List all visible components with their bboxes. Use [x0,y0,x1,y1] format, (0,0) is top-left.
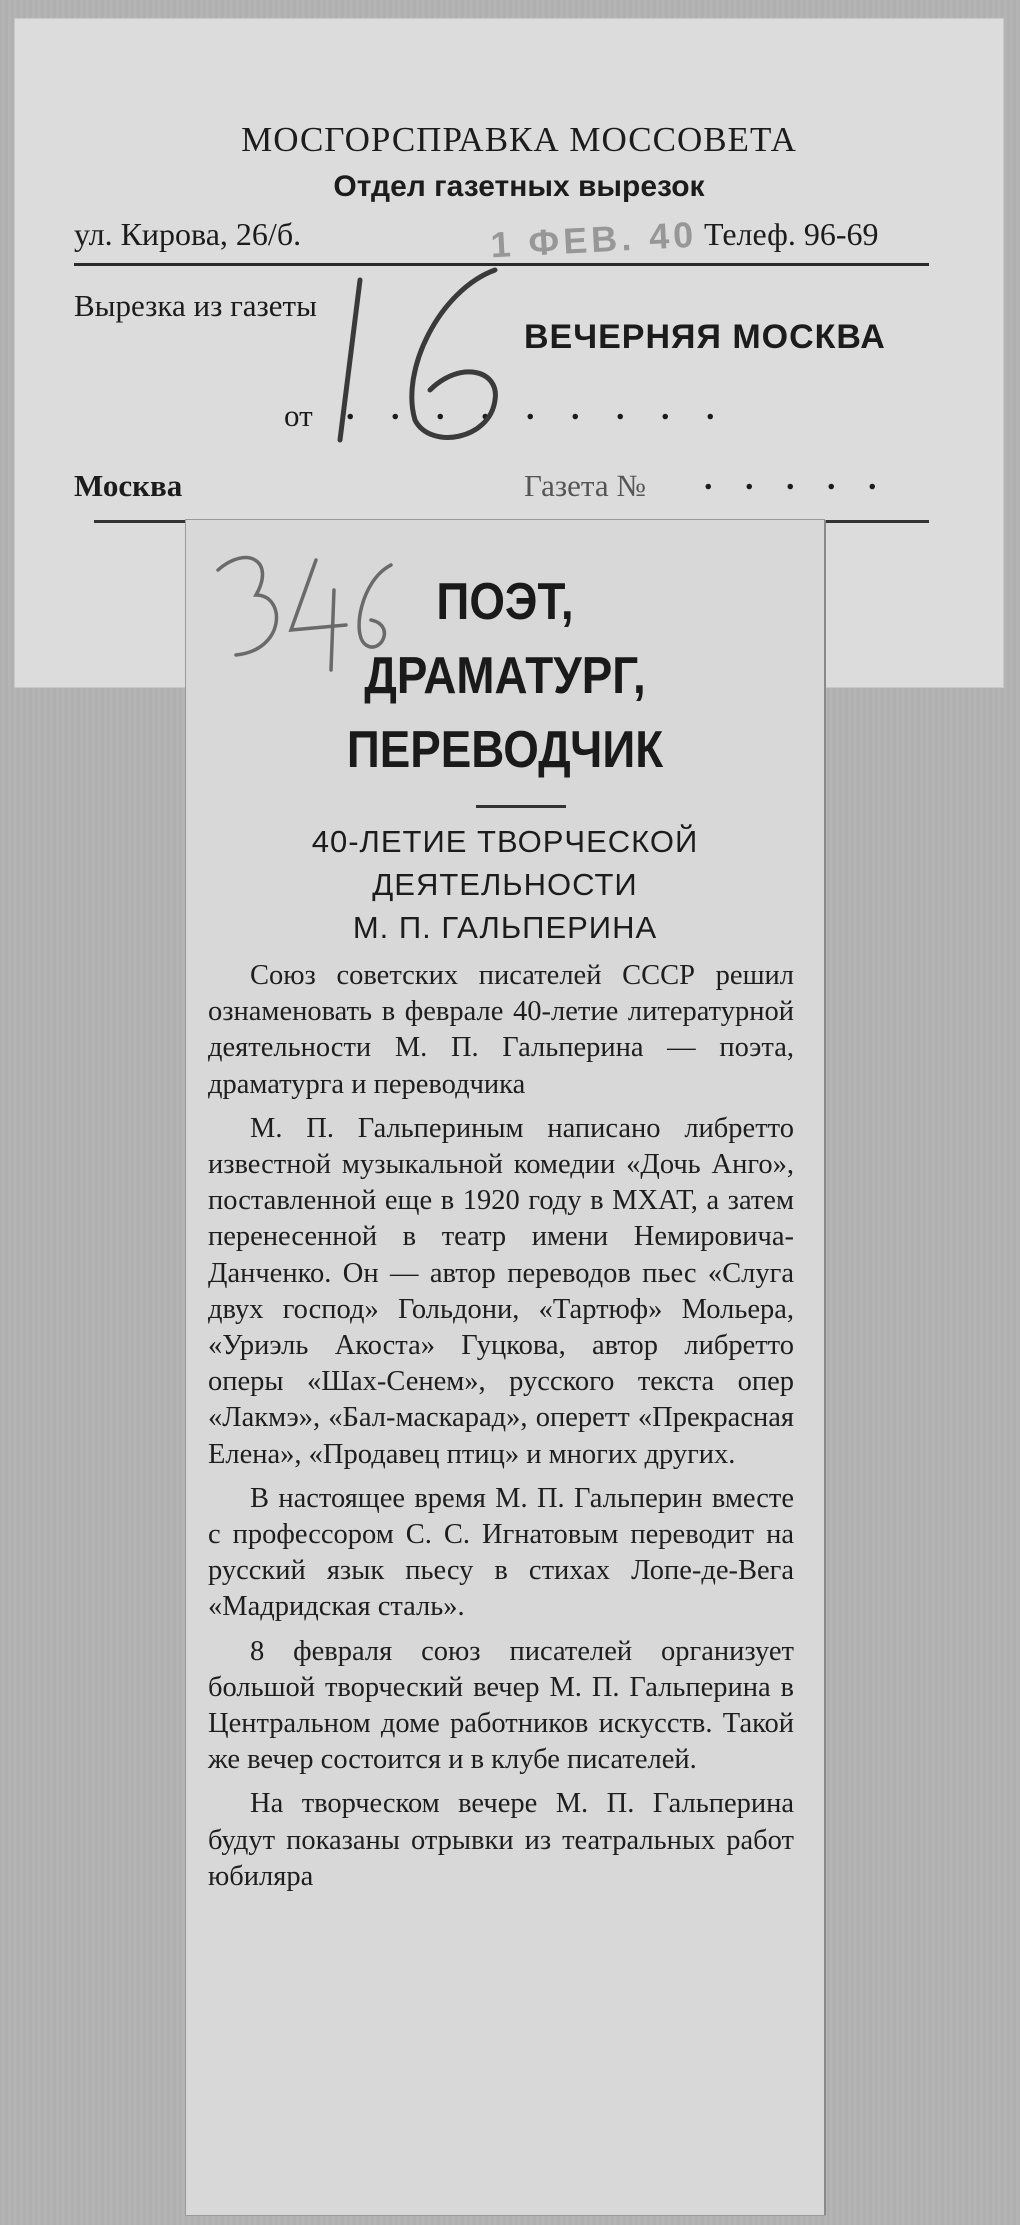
headline-line: ДРАМАТУРГ, [364,647,646,705]
city-label: Москва [74,468,183,503]
headline-divider [476,805,566,808]
article-subheadline [186,820,824,949]
article-paragraph: 8 февраля союз писателей организует большой творческий вечер М. П. Гальперина в Центральном доме работников искусств. Такой же вечер состоится и в клубе писателей. [208,1635,794,1776]
phone: Телеф. 96-69 [704,216,879,252]
article-paragraph: В настоящее время М. П. Гальперин вместе с профессором С. С. Игнатовым переводит на русский язык пьесу в стихах Лопе-де-Вега «Мадридская сталь». [208,1482,794,1623]
article-paragraph: М. П. Гальпериным написано либретто известной музыкальной комедии «Дочь Анго», поставленной еще в 1920 году в МХАТ, а затем перенесенной в театр имени Немировича-Данченко. Он — автор переводов пьес «Слуга двух господ» Гольдони, «Тартюф» Мольера, «Уриэль Акоста» Гуцкова, автор либретто оперы «Шах-Сенем», русского текста опер «Лакмэ», «Бал-маскарад», оперетт «Прекрасная Елена», «Продавец птиц» и многих других. [208,1112,794,1470]
department-name: Отдел газетных вырезок [333,170,705,203]
address: ул. Кирова, 26/б. [74,216,302,252]
issue-label: Газета № [524,468,646,503]
issue-dots: . . . . . [704,460,889,497]
article-paragraph: Союз советских писателей СССР решил ознаменовать в феврале 40-летие литературной деятельности М. П. Гальперина — поэта, драматурга и переводчика [208,960,794,1100]
subheadline-line: ДЕЯТЕЛЬНОСТИ [372,867,638,902]
handwritten-day [320,250,540,450]
newspaper-name: ВЕЧЕРНЯЯ МОСКВА [524,318,886,356]
headline-line: ПОЭТ, [436,573,574,631]
newspaper-clipping [186,520,824,2215]
date-label: от [284,398,313,433]
date-stamp-text: 1 ФЕВ. 40 [489,213,699,266]
organization-name: МОСГОРСПРАВКА МОССОВЕТА [241,120,797,159]
clipping-edge-shadow [824,520,826,2215]
clipping-label: Вырезка из газеты [74,288,317,323]
date-dots: . . . . . . . . . [346,390,729,427]
article-headline [224,565,785,787]
article-paragraph: На творческом вечере М. П. Гальперина будут показаны отрывки из театральных работ юбиляра [208,1788,794,1892]
subheadline-line: 40-ЛЕТИЕ ТВОРЧЕСКОЙ [311,824,699,859]
headline-line: ПЕРЕВОДЧИК [346,721,664,779]
subheadline-line: М. П. ГАЛЬПЕРИНА [352,910,658,945]
article-body [208,958,794,1903]
